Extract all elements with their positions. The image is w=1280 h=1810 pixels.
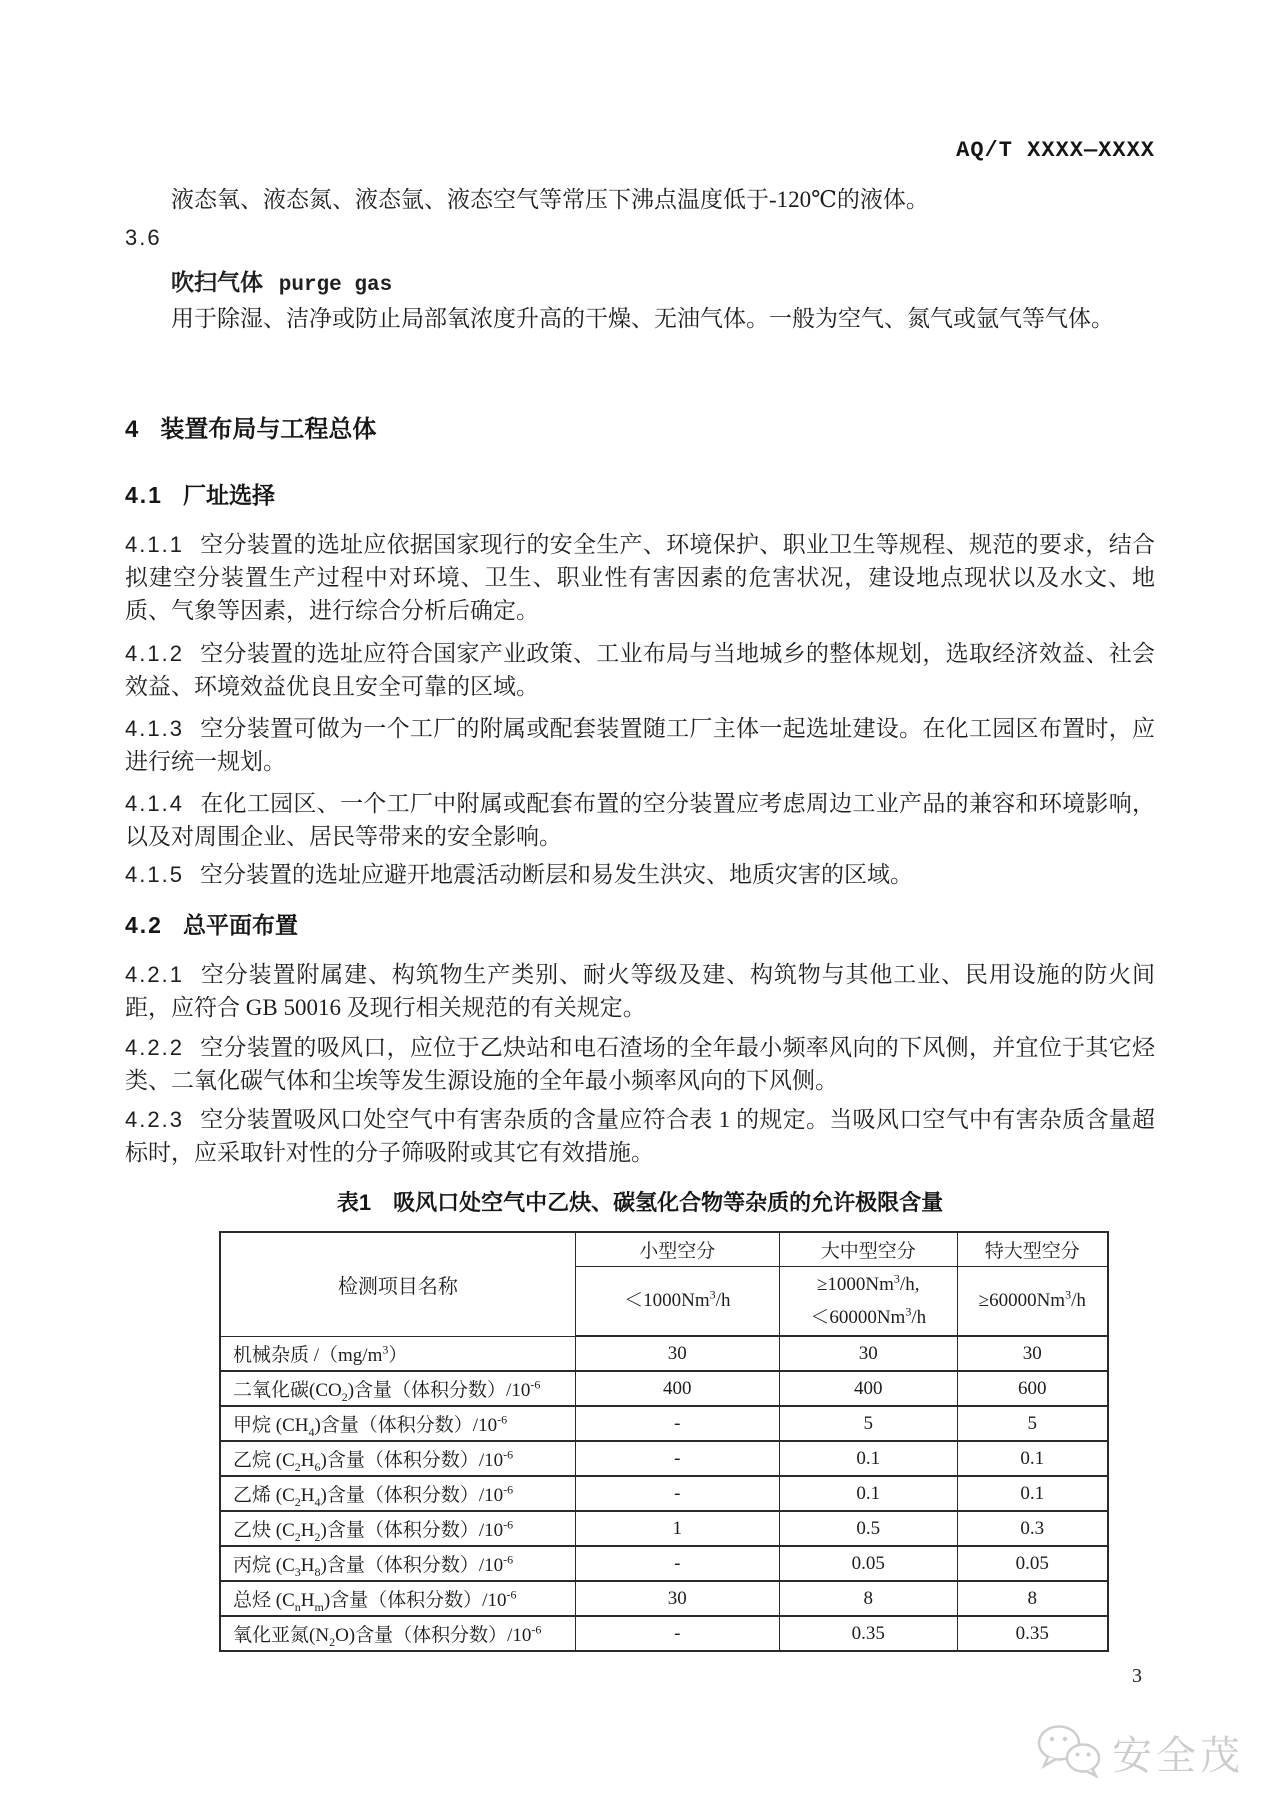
clause-4-1-4 [125,787,1155,853]
section-4-heading [125,412,1155,448]
value-cell: 400 [779,1371,957,1406]
clause-4-1-3 [125,712,1155,778]
table1-caption-text: 吸风口处空气中乙炔、碳氢化合物等杂质的允许极限含量 [393,1190,944,1215]
value-cell: 30 [575,1581,779,1616]
value-cell: 0.35 [957,1616,1108,1651]
section-4-number: 4 [125,416,141,443]
value-cell: - [575,1406,779,1441]
value-cell: 600 [957,1371,1108,1406]
clause-text: 空分装置的吸风口，应位于乙炔站和电石渣场的全年最小频率风向的下风侧，并宜位于其它烃类、二氧化碳气体和尘埃等发生源设施的全年最小频率风向的下风侧。 [125,1035,1155,1093]
value-cell: - [575,1476,779,1511]
table1-impurity-limits [219,1231,1109,1652]
clause-4-2-2 [125,1031,1155,1097]
value-cell: 0.1 [957,1441,1108,1476]
term-entry [125,266,1155,302]
value-cell: 1 [575,1511,779,1546]
row-label: 丙烷 $(C_3H_8)$含量（体积分数）$/10^{-6}$ [220,1546,575,1581]
row-label: 乙烷 $(C_2H_6)$含量（体积分数）$/10^{-6}$ [220,1441,575,1476]
value-cell: 0.05 [957,1546,1108,1581]
table-row [220,1441,1108,1476]
clause-number: 4.1.1 [125,532,184,557]
section-4-2-number: 4.2 [125,912,163,938]
page-content [125,136,1155,1652]
row-label: 二氧化碳$(CO_2)$含量（体积分数）$/10^{-6}$ [220,1371,575,1406]
header-group-xlarge: 特大型空分 [957,1232,1108,1266]
header-range-medium: $\ge 1000Nm^3/h$, $<60000Nm^3/h$ [779,1266,957,1336]
clause-number: 4.2.3 [125,1107,184,1132]
table-row [220,1406,1108,1441]
row-label: 机械杂质 $/(mg/m^3)$ [220,1336,575,1371]
header-range-small: $<1000Nm^3/h$ [575,1266,779,1336]
clause-text: 空分装置吸风口处空气中有害杂质的含量应符合表 1 的规定。当吸风口空气中有害杂质含量超标时，应采取针对性的分子筛吸附或其它有效措施。 [125,1107,1155,1165]
value-cell: 0.35 [779,1616,957,1651]
wechat-bubbles-icon [1034,1722,1106,1783]
value-cell: 0.5 [779,1511,957,1546]
table1-caption [125,1188,1155,1218]
watermark [1034,1722,1244,1783]
clause-4-2-3 [125,1103,1155,1169]
paragraph-cryogenic-liquid-definition: 液态氧、液态氮、液态氩、液态空气等常压下沸点温度低于-120℃的液体。 [171,187,929,212]
table-row [220,1371,1108,1406]
value-cell: 0.1 [779,1441,957,1476]
value-cell: 8 [957,1581,1108,1616]
header-range-xlarge: $\ge 60000Nm^3/h$ [957,1266,1108,1336]
value-cell: 0.05 [779,1546,957,1581]
term-definition: 用于除湿、洁净或防止局部氧浓度升高的干燥、无油气体。一般为空气、氮气或氩气等气体。 [171,306,1114,331]
section-4-2-title: 总平面布置 [182,912,298,938]
clause-4-2-1 [125,958,1155,1024]
clause-4-1-5 [125,858,1155,891]
header-group-medium: 大中型空分 [779,1232,957,1266]
row-label: 氧化亚氮$(N_2O)$含量（体积分数）$/10^{-6}$ [220,1616,575,1651]
value-cell: 0.1 [779,1476,957,1511]
value-cell: 0.3 [957,1511,1108,1546]
value-cell: - [575,1441,779,1476]
standard-code: AQ/T XXXX—XXXX [956,138,1155,163]
section-4-1-title: 厂址选择 [182,482,275,508]
value-cell: - [575,1616,779,1651]
table-row [220,1511,1108,1546]
row-label: 乙烯 $(C_2H_4)$含量（体积分数）$/10^{-6}$ [220,1476,575,1511]
value-cell: 5 [779,1406,957,1441]
clause-3-6-number: 3.6 [125,225,162,250]
clause-number: 4.1.4 [125,791,184,816]
table-header-row-groups [220,1232,1108,1266]
clause-number: 4.2.2 [125,1035,184,1060]
clause-text: 在化工园区、一个工厂中附属或配套布置的空分装置应考虑周边工业产品的兼容和环境影响，以及对周围企业、居民等带来的安全影响。 [125,791,1155,849]
clause-number: 4.1.2 [125,641,184,666]
watermark-text: 安全茂 [1112,1734,1244,1778]
section-4-2-heading [125,908,1155,942]
clause-text: 空分装置的选址应避开地震活动断层和易发生洪灾、地质灾害的区域。 [199,862,913,887]
value-cell: 30 [575,1336,779,1371]
clause-number: 4.2.1 [125,962,184,987]
row-label: 总烃 $(C_nH_m)$含量（体积分数）$/10^{-6}$ [220,1581,575,1616]
table-row [220,1546,1108,1581]
value-cell: - [575,1546,779,1581]
value-cell: 8 [779,1581,957,1616]
clause-text: 空分装置附属建、构筑物生产类别、耐火等级及建、构筑物与其他工业、民用设施的防火间距，应符合 GB 50016 及现行相关规范的有关规定。 [125,962,1155,1020]
clause-text: 空分装置可做为一个工厂的附属或配套装置随工厂主体一起选址建设。在化工园区布置时，应进行统一规划。 [125,716,1155,774]
header-item-name: 检测项目名称 [220,1232,575,1336]
value-cell: 400 [575,1371,779,1406]
table-row [220,1581,1108,1616]
header-group-small: 小型空分 [575,1232,779,1266]
clause-4-1-1 [125,528,1155,627]
page-number: 3 [1132,1665,1142,1687]
value-cell: 30 [957,1336,1108,1371]
term-chinese: 吹扫气体 [171,269,263,295]
clause-4-1-2 [125,637,1155,703]
term-english: purge gas [278,274,393,297]
section-4-1-number: 4.1 [125,482,163,508]
table1-caption-label: 表1 [336,1190,372,1215]
section-4-1-heading [125,478,1155,512]
clause-number: 4.1.5 [125,862,184,887]
row-label: 甲烷 $(CH_4)$含量（体积分数）$/10^{-6}$ [220,1406,575,1441]
clause-text: 空分装置的选址应依据国家现行的安全生产、环境保护、职业卫生等规程、规范的要求，结合拟建空分装置生产过程中对环境、卫生、职业性有害因素的危害状况，建设地点现状以及水文、地质、气象等因素，进行综合分析后确定。 [125,532,1155,623]
value-cell: 0.1 [957,1476,1108,1511]
clause-number: 4.1.3 [125,716,184,741]
table-row [220,1476,1108,1511]
value-cell: 5 [957,1406,1108,1441]
table-row [220,1336,1108,1371]
clause-text: 空分装置的选址应符合国家产业政策、工业布局与当地城乡的整体规划，选取经济效益、社会效益、环境效益优良且安全可靠的区域。 [125,641,1155,699]
table-row [220,1616,1108,1651]
row-label: 乙炔 $(C_2H_2)$含量（体积分数）$/10^{-6}$ [220,1511,575,1546]
section-4-title: 装置布局与工程总体 [160,416,377,443]
value-cell: 30 [779,1336,957,1371]
